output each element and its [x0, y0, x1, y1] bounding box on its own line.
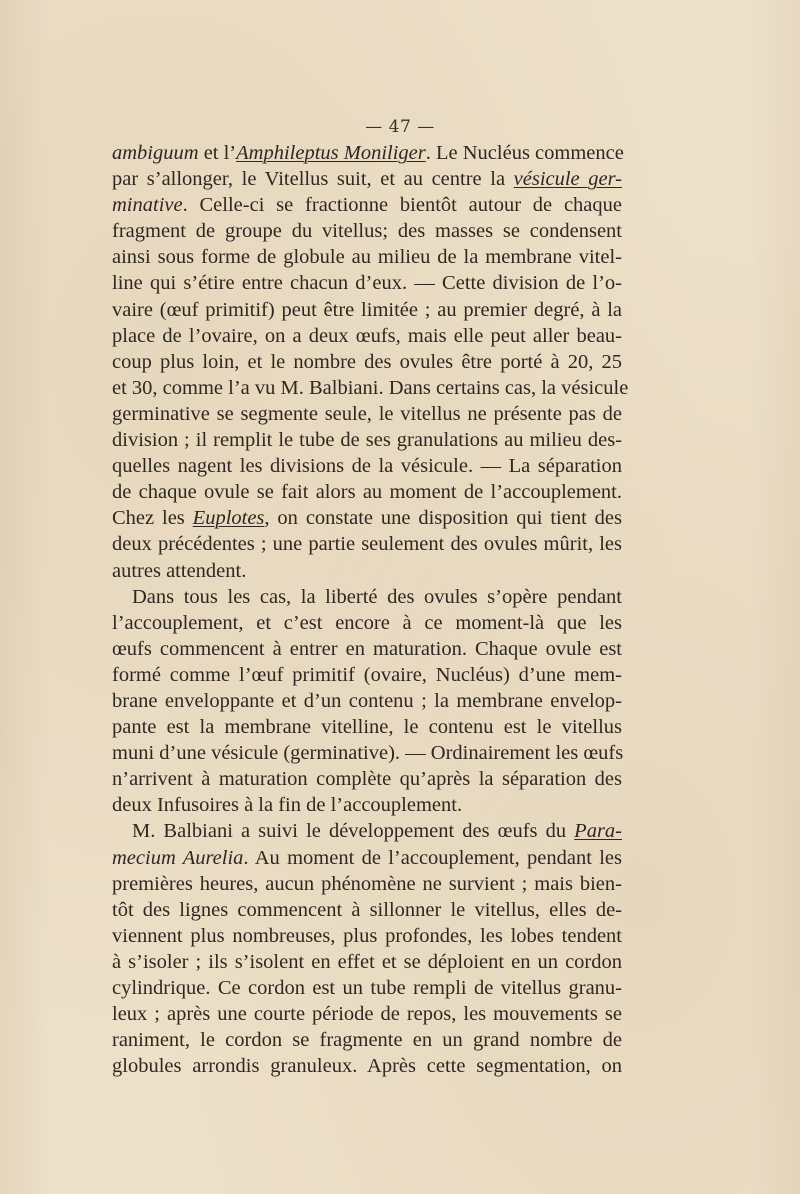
text-line	[112, 792, 622, 818]
text-line	[112, 479, 622, 505]
text-line	[112, 766, 622, 792]
text-line	[112, 218, 622, 244]
italic-text: Euplotes	[192, 507, 265, 530]
text-line	[112, 349, 622, 375]
text-run: raniment, le cordon se fragmente en un grand nombre de	[112, 1029, 622, 1052]
text-run: et l’	[198, 142, 237, 164]
text-line	[112, 949, 622, 975]
page-number: — 47 —	[365, 117, 435, 137]
text-line	[112, 401, 622, 427]
text-run: quelles nagent les divisions de la vésicule. — La séparation	[112, 455, 622, 478]
text-run: . Le Nucléus commence	[425, 142, 624, 164]
text-line	[112, 584, 622, 610]
text-run: deux Infusoires à la fin de l’accouplement.	[112, 794, 463, 817]
text-line	[112, 1027, 622, 1053]
text-line	[112, 453, 622, 479]
text-run: viennent plus nombreuses, plus profondes, les lobes tendent	[112, 924, 622, 947]
text-run: pante est la membrane vitelline, le contenu est le vitellus	[112, 716, 622, 739]
text-line	[112, 662, 622, 688]
text-run: muni d’une vésicule (germinative). — Ordinairement les œufs	[112, 742, 624, 765]
text-line	[112, 297, 622, 323]
text-line	[112, 610, 622, 636]
text-line	[112, 636, 622, 662]
text-run: globules arrondis granuleux. Après cette segmentation, on	[112, 1055, 622, 1078]
text-run: line qui s’étire entre chacun d’eux. — Cette division de l’o-	[112, 272, 622, 295]
text-run: à s’isoler ; ils s’isolent en effet et se déploient en un cordon	[112, 950, 622, 973]
text-line	[112, 244, 622, 270]
text-run: germinative se segmente seule, le vitellus ne présente pas de	[112, 402, 622, 425]
body-text	[112, 140, 629, 1079]
text-line	[112, 1053, 622, 1079]
text-run: place de l’ovaire, on a deux œufs, mais elle peut aller beau-	[112, 324, 622, 347]
text-run: division ; il remplit le tube de ses granulations au milieu des-	[112, 429, 622, 452]
text-line	[112, 740, 622, 766]
text-run: l’accouplement, et c’est encore à ce moment-là que les	[112, 611, 622, 634]
text-run: autres attendent.	[112, 559, 247, 582]
text-line	[112, 845, 622, 871]
text-line	[112, 1001, 622, 1027]
text-run: par s’allonger, le Vitellus suit, et au centre la	[112, 168, 514, 191]
text-line	[112, 975, 622, 1001]
italic-text: minative	[112, 194, 183, 217]
text-line	[112, 323, 622, 349]
text-run: vaire (œuf primitif) peut être limitée ; au premier degré, à la	[112, 298, 622, 321]
text-line	[112, 871, 622, 897]
text-run: coup plus loin, et le nombre des ovules être porté à 20, 25	[112, 350, 622, 373]
text-run: leux ; après une courte période de repos, les mouvements se	[112, 1003, 622, 1026]
text-line	[112, 714, 622, 740]
text-run: M. Balbiani a suivi le développement des œufs du	[132, 820, 575, 843]
italic-text: mecium Aurelia	[112, 846, 244, 869]
text-line	[112, 688, 622, 714]
text-run: œufs commencent à entrer en maturation. Chaque ovule est	[112, 637, 622, 660]
text-run: Chez les	[112, 507, 193, 530]
text-line	[112, 923, 622, 949]
text-run: . Au moment de l’accouplement, pendant les	[243, 846, 622, 869]
italic-text: ambiguum	[112, 142, 199, 164]
text-run: deux précédentes ; une partie seulement des ovules mûrit, les	[112, 533, 622, 556]
text-run: n’arrivent à maturation complète qu’après la séparation des	[112, 768, 622, 791]
text-run: tôt des lignes commencent à sillonner le vitellus, elles de-	[112, 898, 622, 921]
text-line	[112, 270, 622, 296]
text-run: de chaque ovule se fait alors au moment de l’accouplement.	[112, 481, 622, 504]
text-run: brane enveloppante et d’un contenu ; la membrane envelop-	[112, 689, 622, 712]
text-line	[112, 897, 622, 923]
text-run: formé comme l’œuf primitif (ovaire, Nucléus) d’une mem-	[112, 663, 622, 686]
text-line	[112, 140, 622, 166]
text-run: Dans tous les cas, la liberté des ovules s’opère pendant	[132, 585, 622, 608]
text-line	[112, 531, 622, 557]
italic-text: Para-	[574, 820, 622, 843]
text-line	[112, 505, 622, 531]
text-line	[112, 375, 629, 401]
text-line	[112, 166, 622, 192]
text-run: premières heures, aucun phénomène ne survient ; mais bien-	[112, 872, 622, 895]
text-line	[112, 427, 622, 453]
text-run: fragment de groupe du vitellus; des masses se condensent	[112, 220, 622, 243]
text-run: cylindrique. Ce cordon est un tube rempli de vitellus granu-	[112, 977, 622, 999]
text-run: et 30, comme l’a vu M. Balbiani. Dans certains cas, la vésicule	[112, 376, 629, 399]
text-run: , on constate une disposition qui tient des	[264, 507, 622, 530]
text-line	[112, 558, 622, 584]
text-line	[112, 192, 622, 218]
text-line	[112, 818, 622, 844]
italic-text: vésicule ger-	[513, 168, 622, 191]
italic-text: Amphileptus Moniliger	[236, 142, 426, 164]
text-run: . Celle-ci se fractionne bientôt autour de chaque	[182, 194, 622, 217]
text-run: ainsi sous forme de globule au milieu de la membrane vitel-	[112, 246, 622, 269]
